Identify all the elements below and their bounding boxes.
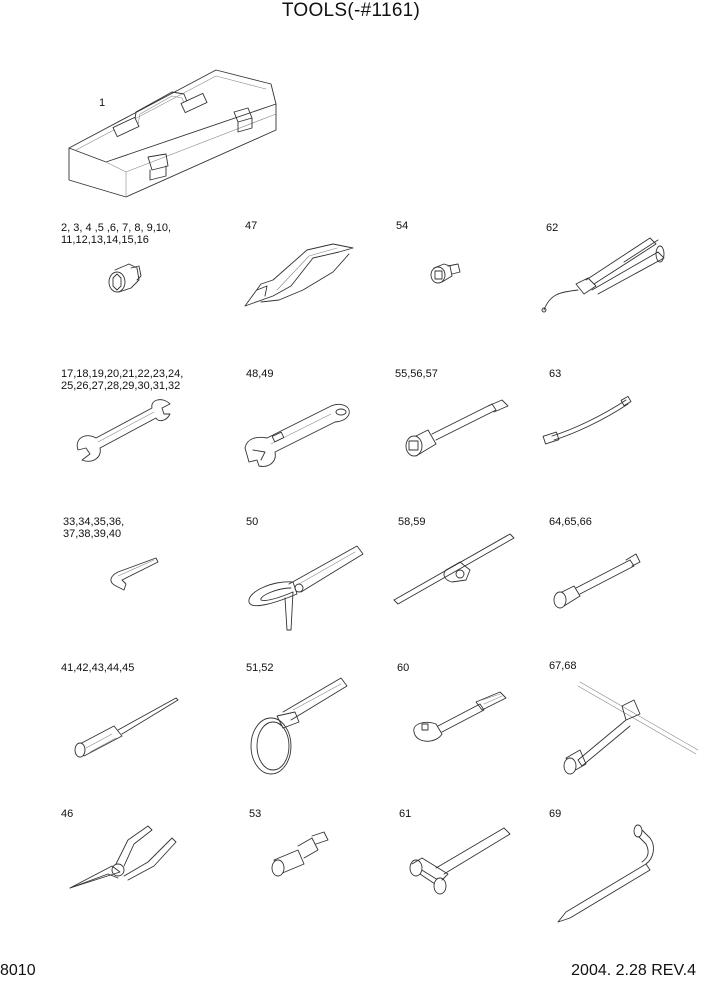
long-nose-pliers-illustration: [68, 822, 178, 892]
revision-date: 2004. 2.28 REV.4: [571, 962, 696, 979]
part-label-adapter: 54: [396, 220, 409, 232]
part-label-l-wrench: 69: [549, 808, 562, 820]
ratchet-handle-illustration: [410, 690, 510, 750]
page-number: 8010: [0, 962, 36, 979]
l-wrench-illustration: [556, 822, 666, 926]
extension-socket-illustration: [404, 398, 514, 460]
box-wrench-bar-illustration: [552, 550, 642, 612]
hex-key-illustration: [106, 556, 162, 596]
grease-gun-illustration: [540, 234, 670, 314]
page-title: TOOLS(-#1161): [281, 0, 421, 21]
part-label-universal-joint: 53: [249, 808, 262, 820]
band-filter-wrench-illustration: [243, 676, 353, 786]
part-label-t-socket: 67,68: [549, 660, 577, 672]
socket-adapter-illustration: [428, 262, 464, 290]
socket-illustration: [105, 262, 145, 296]
part-label-hex-keys: 33,34,35,36, 37,38,39,40: [63, 516, 125, 540]
part-label-grease-gun: 62: [546, 222, 559, 234]
toolbox-illustration: [66, 62, 286, 202]
part-label-wrenches: 17,18,19,20,21,22,23,24, 25,26,27,28,29,30,31,32: [61, 368, 184, 392]
pliers-illustration: [243, 240, 355, 310]
grease-hose-illustration: [542, 396, 634, 446]
part-label-box-wrench: 64,65,66: [549, 516, 592, 528]
part-label-pliers: 47: [245, 220, 258, 232]
part-label-toolbox: 1: [99, 97, 106, 109]
part-label-grease-hose: 63: [549, 368, 562, 380]
sliding-t-handle-illustration: [392, 530, 516, 606]
open-end-wrench-illustration: [74, 398, 174, 464]
adjustable-wrench-illustration: [243, 402, 353, 468]
universal-joint-illustration: [270, 830, 330, 880]
part-label-adjustable-wrench: 48,49: [246, 368, 274, 380]
part-label-extension: 55,56,57: [395, 368, 438, 380]
part-label-sliding-t-handle: 58,59: [398, 516, 426, 528]
part-label-long-nose-pliers: 46: [61, 808, 74, 820]
part-label-band-wrench: 51,52: [246, 662, 274, 674]
t-hammer-socket-illustration: [408, 824, 514, 896]
part-label-filter-wrench: 50: [246, 516, 259, 528]
part-label-sockets: 2, 3, 4 ,5 ,6, 7, 8, 9,10, 11,12,13,14,15,16: [61, 222, 172, 246]
part-label-t-hammer: 61: [399, 808, 412, 820]
t-socket-wrench-illustration: [560, 680, 700, 780]
screwdriver-illustration: [72, 692, 184, 762]
part-label-screwdrivers: 41,42,43,44,45: [61, 662, 135, 674]
filter-wrench-illustration: [243, 544, 363, 634]
part-label-ratchet: 60: [397, 662, 410, 674]
